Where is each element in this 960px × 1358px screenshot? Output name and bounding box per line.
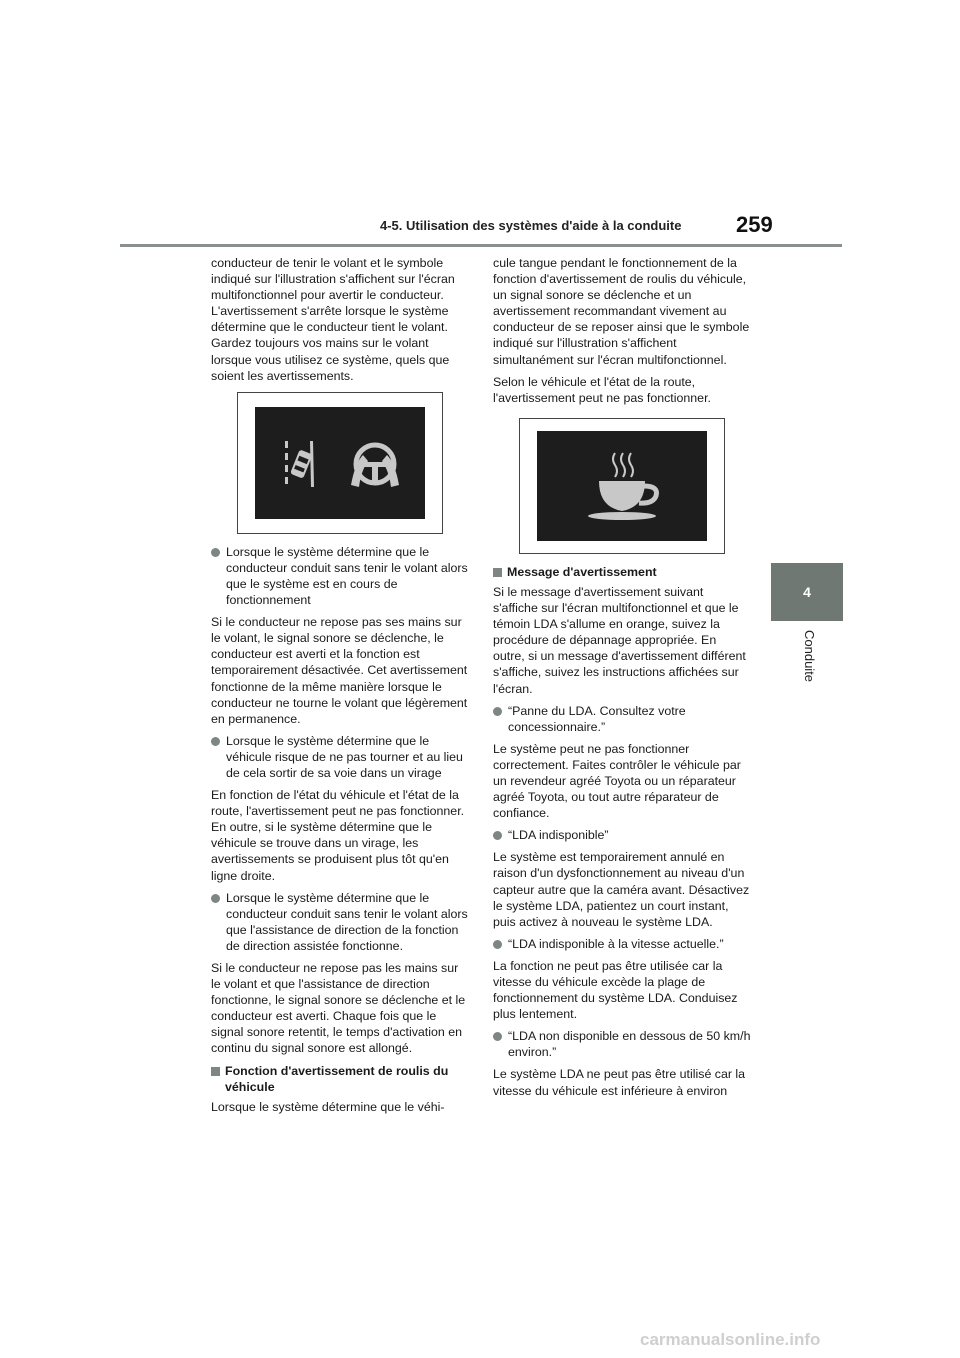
watermark: carmanualsonline.info	[640, 1330, 821, 1349]
paragraph: cule tangue pendant le fonctionnement de la fonction d'avertissement de roulis du véhicule, un signal sonore se déclenche et un avertissement recommandant vivement au conducteur de se reposer ainsi que le symbole indiqué sur l'illustration s'affichent simultanément sur l'écran multifonctionnel.	[493, 256, 750, 367]
paragraph: Le système peut ne pas fonctionner correctement. Faites contrôler le véhicule par un revendeur agréé Toyota ou un réparateur agréé Toyota, ou tout autre réparateur de confiance.	[493, 741, 741, 821]
paragraph: Si le conducteur ne repose pas ses mains sur le volant, le signal sonore se déclenche, le conducteur est averti et la fonction est temporairement désactivée. Cet avertissement fonctionne de la même manière lorsque le conducteur ne tourne le volant que légèrement en permanence.	[211, 615, 468, 726]
figure-rest-warning	[519, 418, 725, 554]
bullet-item: “LDA indisponible”	[493, 827, 751, 843]
paragraph: La fonction ne peut pas être utilisée car la vitesse du véhicule excède la plage de fonctionnement du système LDA. Conduisez plus lentement.	[493, 958, 738, 1022]
bullet-item: “LDA non disponible en dessous de 50 km/h environ.”	[493, 1028, 751, 1060]
right-column	[493, 255, 751, 1105]
header-divider	[120, 244, 842, 247]
lane-departure-icon	[285, 441, 314, 487]
bullet-item: “Panne du LDA. Consultez votre concessionnaire.”	[493, 703, 751, 735]
display-screen	[255, 407, 425, 519]
page-number: 259	[736, 212, 773, 237]
paragraph: Si le conducteur ne repose pas les mains sur le volant et que l'assistance de direction fonctionne, le signal sonore se déclenche et le conducteur est averti. Chaque fois que le signal sonore retentit, le temps d'activation en continu du signal sonore est allongé.	[211, 961, 466, 1056]
paragraph: conducteur de tenir le volant et le symbole indiqué sur l'illustration s'affichent sur l'écran multifonctionnel pour avertir le conducteur. L'avertissement s'arrête lorsque le système détermine que le conducteur tient le volant. Gardez toujours vos mains sur le volant lorsque vous utilisez ce système, quels que soient les avertissements.	[211, 256, 455, 383]
bullet-item: Lorsque le système détermine que le conducteur conduit sans tenir le volant alors que le système est en cours de fonctionnement	[211, 544, 469, 608]
chapter-label: Conduite	[802, 630, 817, 683]
section-heading: Fonction d'avertissement de roulis du véhicule	[211, 1063, 469, 1095]
chapter-title: 4-5. Utilisation des systèmes d'aide à la conduite	[380, 218, 682, 233]
bullet-item: Lorsque le système détermine que le véhicule risque de ne pas tourner et au lieu de cela sortir de sa voie dans un virage	[211, 733, 469, 781]
paragraph: Selon le véhicule et l'état de la route, l'avertissement peut ne pas fonctionner.	[493, 374, 711, 405]
paragraph: Lorsque le système détermine que le véhi-	[211, 1099, 445, 1114]
display-screen	[537, 431, 707, 541]
paragraph: En fonction de l'état du véhicule et l'état de la route, l'avertissement peut ne pas fonctionner. En outre, si le système détermine que le véhicule se trouve dans un virage, les avertissements se produisent plus tôt qu'en ligne droite.	[211, 788, 465, 883]
paragraph: Si le message d'avertissement suivant s'affiche sur l'écran multifonctionnel et que le témoin LDA s'allume en orange, suivez la procédure de dépannage appropriée. En outre, si un message d'avertissement différent s'affiche, suivez les instructions affichées sur l'écran.	[493, 584, 746, 696]
paragraph: Le système LDA ne peut pas être utilisé car la vitesse du véhicule est inférieure à environ	[493, 1067, 746, 1098]
paragraph: Le système est temporairement annulé en raison d'un dysfonctionnement au niveau d'un capteur autre que la caméra avant. Désactivez le système LDA, patientez un court instant, puis activez à nouveau le système LDA.	[493, 850, 750, 929]
section-heading: Message d'avertissement	[493, 564, 751, 580]
left-column	[211, 255, 469, 1121]
coffee-cup-icon	[588, 453, 657, 520]
chapter-tab: 4	[771, 563, 843, 621]
bullet-item: Lorsque le système détermine que le conducteur conduit sans tenir le volant alors que l'assistance de direction de la fonction de direction assistée fonctionne.	[211, 890, 469, 954]
figure-steering-warning	[237, 392, 443, 534]
bullet-item: “LDA indisponible à la vitesse actuelle.”	[493, 936, 751, 952]
hands-on-steering-wheel-icon	[351, 445, 399, 487]
